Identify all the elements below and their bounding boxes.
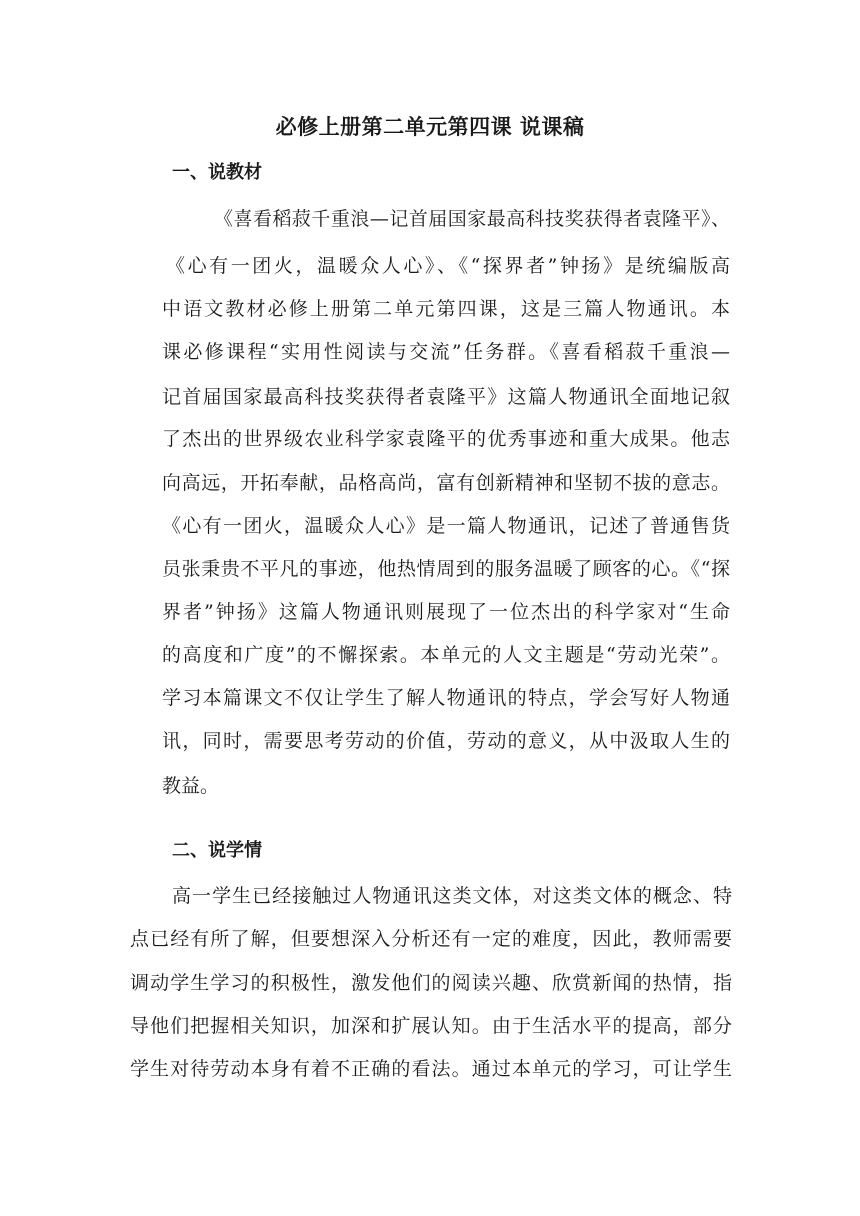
paragraph-line: 讯，同时，需要思考劳动的价值，劳动的意义，从中汲取人生的 bbox=[162, 730, 730, 752]
paragraph-line: 的高度和广度”的不懈探索。本单元的人文主题是“劳动光荣”。 bbox=[162, 644, 730, 666]
paragraph-line: 了杰出的世界级农业科学家袁隆平的优秀事迹和重大成果。他志 bbox=[162, 428, 730, 450]
paragraph-line: 点已经有所了解，但要想深入分析还有一定的难度，因此，教师需要 bbox=[130, 928, 732, 950]
paragraph-line: 《心有一团火，温暖众人心》是一篇人物通讯，记述了普通售货 bbox=[162, 515, 730, 537]
paragraph-line: 界者”钟扬》这篇人物通讯则展现了一位杰出的科学家对“生命 bbox=[162, 601, 730, 623]
paragraph-line: 高一学生已经接触过人物通讯这类文体，对这类文体的概念、特 bbox=[172, 885, 732, 907]
paragraph-line: 向高远，开拓奉献，品格高尚，富有创新精神和坚韧不拔的意志。 bbox=[162, 472, 730, 494]
paragraph-line: 课必修课程“实用性阅读与交流”任务群。《喜看稻菽千重浪— bbox=[162, 341, 730, 363]
paragraph-line: 学生对待劳动本身有着不正确的看法。通过本单元的学习，可让学生 bbox=[130, 1058, 732, 1080]
section-heading-textbook: 一、说教材 bbox=[172, 162, 262, 183]
paragraph-line: 员张秉贵不平凡的事迹，他热情周到的服务温暖了顾客的心。《“探 bbox=[162, 558, 730, 580]
paragraph-line: 调动学生学习的积极性，激发他们的阅读兴趣、欣赏新闻的热情，指 bbox=[130, 972, 732, 994]
section-heading-learners: 二、说学情 bbox=[172, 840, 262, 861]
paragraph-line: 《心有一团火，温暖众人心》、《“探界者”钟扬》是统编版高 bbox=[166, 255, 730, 277]
paragraph-line: 教益。 bbox=[162, 775, 220, 797]
paragraph-line: 《喜看稻菽千重浪—记首届国家最高科技奖获得者袁隆平》、 bbox=[214, 208, 730, 230]
paragraph-line: 记首届国家最高科技奖获得者袁隆平》这篇人物通讯全面地记叙 bbox=[162, 386, 730, 408]
paragraph-line: 学习本篇课文不仅让学生了解人物通讯的特点，学会写好人物通 bbox=[162, 687, 730, 709]
paragraph-line: 中语文教材必修上册第二单元第四课，这是三篇人物通讯。本 bbox=[162, 298, 730, 320]
paragraph-line: 导他们把握相关知识，加深和扩展认知。由于生活水平的提高，部分 bbox=[130, 1015, 732, 1037]
document-title: 必修上册第二单元第四课 说课稿 bbox=[275, 115, 585, 139]
